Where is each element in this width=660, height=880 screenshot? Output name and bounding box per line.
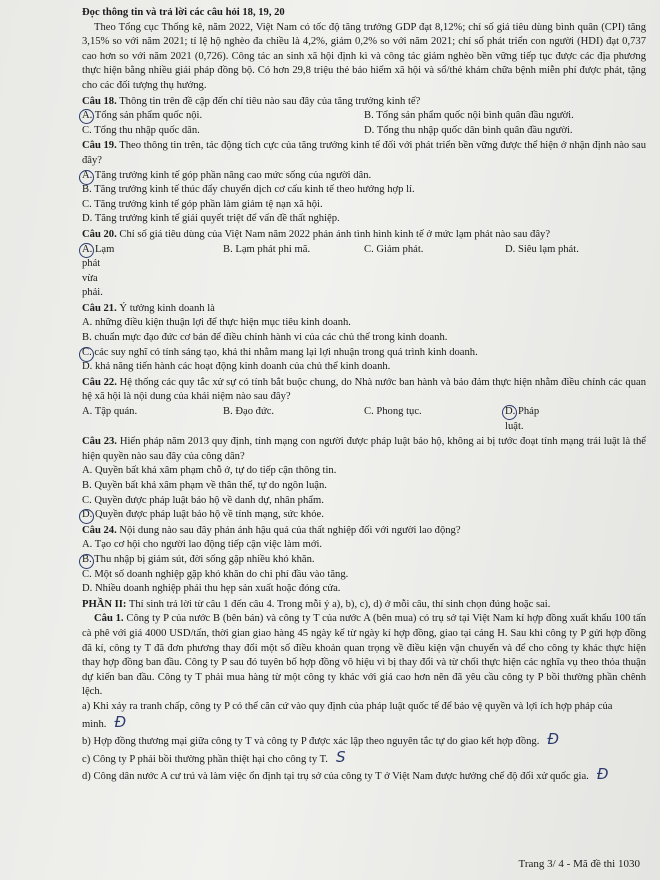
q20-option-b: B. Lạm phát phi mã. bbox=[223, 243, 311, 255]
q19-option-a: A. Tăng trưởng kinh tế góp phần nâng cao mức sống của người dân. bbox=[82, 169, 372, 181]
q23-option-d: D. Quyền được pháp luật bảo hộ về tính mạng, sức khỏe. bbox=[82, 509, 324, 521]
q20-option-d: D. Siêu lạm phát. bbox=[505, 243, 579, 255]
section-heading: Đọc thông tin và trả lời các câu hỏi 18, 19, 20 bbox=[82, 7, 285, 18]
exam-content bbox=[82, 6, 646, 785]
q18-option-d: D. Tổng thu nhập quốc dân bình quân đầu người. bbox=[364, 124, 573, 136]
statement-c: c) Công ty P phải bồi thường phần thiệt hại cho công ty T. S bbox=[82, 747, 346, 766]
statement-d: d) Công dân nước A cư trú và làm việc ổn định tại trụ sở của công ty T ở Việt Nam được hưởng chế độ đối xử quốc gia. Đ bbox=[82, 765, 609, 784]
q22-option-b: B. Đạo đức. bbox=[223, 406, 275, 418]
question-21: Câu 21. Ý tưởng kinh doanh là bbox=[82, 302, 215, 314]
q20-options bbox=[82, 243, 646, 301]
q24-option-d: D. Nhiều doanh nghiệp phải thu hẹp sản xuất hoặc đóng cửa. bbox=[82, 583, 341, 595]
q19-option-c: C. Tăng trưởng kinh tế góp phần làm giảm tệ nạn xã hội. bbox=[82, 198, 323, 210]
q22-option-d: D. Pháp luật. bbox=[505, 405, 646, 434]
q21-option-a: A. những điều kiện thuận lợi để thực hiện mục tiêu kinh doanh. bbox=[82, 317, 351, 329]
q23-option-b: B. Quyền bất khả xâm phạm về thân thể, tự do ngôn luận. bbox=[82, 480, 327, 491]
q24-option-a: A. Tạo cơ hội cho người lao động tiếp cận việc làm mới. bbox=[82, 539, 323, 551]
q21-option-c: C. các suy nghĩ có tính sáng tạo, khả thi nhằm mang lại lợi nhuận trong quá trình kinh doanh. bbox=[82, 346, 478, 358]
q20-option-c: C. Giảm phát. bbox=[364, 243, 424, 255]
q21-option-d: D. khả năng tiến hành các hoạt động kinh doanh của chủ thể kinh doanh. bbox=[82, 361, 391, 373]
question-23: Câu 23. Hiến pháp năm 2013 quy định, tính mạng con người được pháp luật bảo hộ, không ai bị tước đoạt tính mạng trái luật là thể hiện quyền nào sau đây của công dân? bbox=[82, 436, 647, 462]
question-19: Câu 19. Theo thông tin trên, tác động tích cực của tăng trưởng kinh tế đối với phát triển bền vững được thể hiện ở nhận định nào sau đây? bbox=[82, 140, 646, 166]
q23-option-c: C. Quyền được pháp luật bảo hộ về danh dự, nhân phẩm. bbox=[82, 494, 324, 506]
handwritten-mark-b: Đ bbox=[547, 730, 559, 749]
handwritten-mark-c: S bbox=[335, 747, 346, 766]
q24-option-c: C. Một số doanh nghiệp gặp khó khăn do chi phí đầu vào tăng. bbox=[82, 568, 349, 580]
part2-instruction: PHẦN II: Thí sinh trả lời từ câu 1 đến câu 4. Trong mỗi ý a), b), c), d) ở mỗi câu, thí sinh chọn đúng hoặc sai. bbox=[82, 598, 551, 610]
page-footer: Trang 3/ 4 - Mã đề thi 1030 bbox=[518, 858, 640, 870]
q24-option-b: B. Thu nhập bị giảm sút, đời sống gặp nhiều khó khăn. bbox=[82, 553, 315, 565]
q20-option-a: A. Lạm phát vừa phải. bbox=[82, 243, 223, 301]
q21-option-b: B. chuẩn mực đạo đức cơ bản để điều chỉnh hành vi của các chủ thể trong kinh doanh. bbox=[82, 332, 448, 344]
handwritten-mark-a: Đ bbox=[114, 712, 127, 731]
q22-option-a: A. Tập quán. bbox=[82, 406, 138, 418]
question-22: Câu 22. Hệ thống các quy tắc xử sự có tính bắt buộc chung, do Nhà nước ban hành và bảo đảm thực hiện nhằm điều chỉnh các quan hệ xã hội là nội dung của khái niệm nào sau đây? bbox=[82, 376, 646, 403]
question-20: Câu 20. Chỉ số giá tiêu dùng của Việt Nam năm 2022 phản ánh tình hình kinh tế ở mức lạm phát nào sau đây? bbox=[82, 228, 551, 240]
q19-option-b: B. Tăng trưởng kinh tế thúc đẩy chuyển dịch cơ cấu kinh tế theo hướng hợp lí. bbox=[82, 184, 415, 196]
question-18: Câu 18. Thông tin trên đề cập đến chỉ tiêu nào sau đây của tăng trưởng kinh tế? bbox=[82, 95, 421, 107]
q18-option-a: A. Tổng sản phẩm quốc nội. bbox=[82, 109, 364, 124]
q23-option-a: A. Quyền bất khả xâm phạm chỗ ở, tự do tiếp cận thông tin. bbox=[82, 465, 337, 477]
q22-options bbox=[82, 405, 646, 434]
q18-option-c: C. Tổng thu nhập quốc dân. bbox=[82, 124, 200, 136]
statement-a: a) Khi xảy ra tranh chấp, công ty P có thể căn cứ vào quy định của pháp luật quốc tế để bảo vệ quyền và lợi ích hợp pháp của mình. Đ bbox=[82, 700, 613, 731]
part2-question-1: Câu 1. Công ty P của nước B (bên bán) và công ty T của nước A (bên mua) có trụ sở tại Việt Nam kí hợp đồng xuất khẩu 100 tấn cà phê với giá 4000 USD/tấn, thời gian giao hàng 45 ngày kể từ ngày kí hợp đồng, giao tại cảng H. Sau khi công ty P gửi hợp đồng đã kí, công ty T đã đơn phương thay đổi một số điều khoản quan trọng về điều kiện vận chuyển và để cho công ty khác thực hiện thay hợp đồng ban đầu. Công ty P sau đó tuyên bố hợp đồng vô hiệu vì bị thay đổi và từ chối thực hiện các nghĩa vụ theo thỏa thuận dự kiến ban đầu. Công ty T phải mua hàng từ một công ty khác với giá cao hơn nên đã yêu cầu công ty P bồi thường phần chênh lệch. bbox=[82, 613, 646, 698]
q18-option-b: B. Tổng sản phẩm quốc nội bình quân đầu người. bbox=[364, 110, 574, 122]
q18-options-row2 bbox=[82, 124, 646, 139]
q22-option-c: C. Phong tục. bbox=[364, 406, 422, 418]
question-24: Câu 24. Nội dung nào sau đây phản ánh hậu quả của thất nghiệp đối với người lao động? bbox=[82, 524, 461, 536]
info-passage: Theo Tổng cục Thống kê, năm 2022, Việt Nam có tốc độ tăng trưởng GDP đạt 8,12%; chỉ số giá tiêu dùng bình quân (CPI) tăng 3,15% so với năm 2021; tỉ lệ hộ nghèo đa chiều là 4,2%, giảm 0,2% so với năm 2021; chỉ số phát triển con người (HDI) đạt 0,737 cao hơn so với năm 2021 (0,726). Công tác an sinh xã hội định kì và công tác giảm nghèo bền vững tiếp tục được các địa phương thực hiện bằng nhiều giải pháp đồng bộ. Có hơn 29,8 triệu thẻ bảo hiểm xã hội và sổ/thẻ khám chữa bệnh miễn phí được phát, tặng cho các đối tượng thụ hưởng. bbox=[82, 21, 646, 91]
statement-b: b) Hợp đồng thương mại giữa công ty T và công ty P được xác lập theo nguyên tắc tự do giao kết hợp đồng. Đ bbox=[82, 730, 559, 749]
q19-option-d: D. Tăng trưởng kinh tế giải quyết triệt để vấn đề thất nghiệp. bbox=[82, 213, 340, 225]
handwritten-mark-d: Đ bbox=[596, 765, 609, 784]
q18-options-row1 bbox=[82, 109, 646, 124]
